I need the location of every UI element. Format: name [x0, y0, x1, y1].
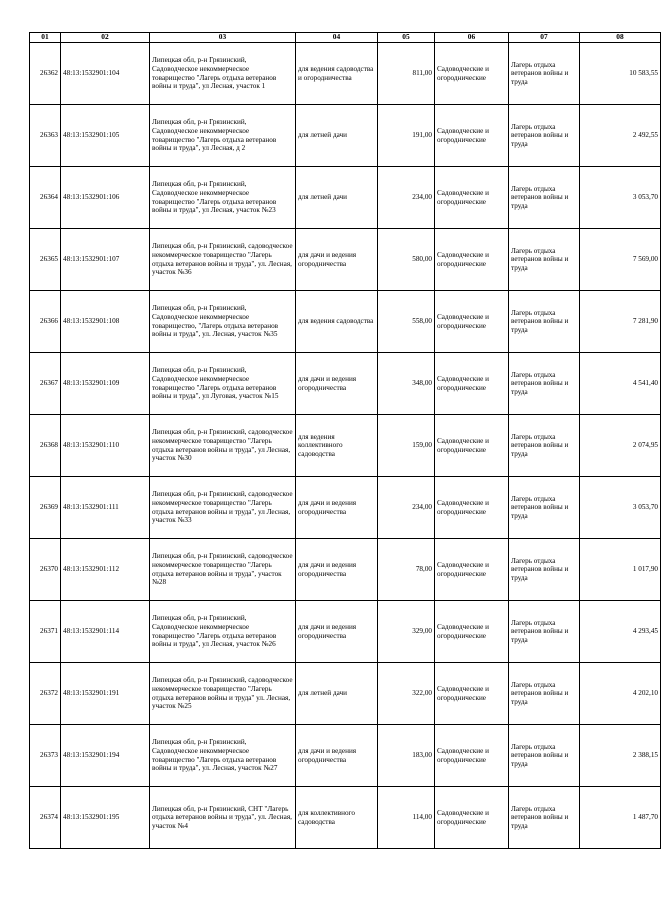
cell-land-category: Садоводческие и огороднические [435, 229, 509, 291]
table-row [30, 353, 661, 415]
cell-value: 10 583,55 [580, 43, 661, 105]
cell-area: 329,00 [378, 601, 435, 663]
table-row [30, 415, 661, 477]
cell-area: 348,00 [378, 353, 435, 415]
cell-record-number: 26374 [30, 787, 61, 849]
cell-record-number: 26371 [30, 601, 61, 663]
address-text: Липецкая обл, р-н Грязинский, СНТ "Лагерь отдыха ветеранов войны и труда", ул. Лесная, участок №4 [152, 804, 292, 830]
column-header-08: 08 [580, 33, 661, 43]
table-row [30, 43, 661, 105]
cell-address [150, 229, 296, 291]
address-text: Липецкая обл, р-н Грязинский, садоводческое некоммерческое товарищество "Лагерь отдыха ветеранов войны и труда", участок №28 [152, 552, 293, 587]
cell-value: 3 053,70 [580, 477, 661, 539]
cell-permitted-use: для ведения коллективного садоводства [296, 415, 378, 477]
cell-record-number: 26362 [30, 43, 61, 105]
cell-address [150, 353, 296, 415]
table-row [30, 725, 661, 787]
cell-area: 183,00 [378, 725, 435, 787]
cell-land-category: Садоводческие и огороднические [435, 43, 509, 105]
cell-cadastral-number: 48:13:1532901:191 [61, 663, 150, 725]
address-text: Липецкая обл, р-н Грязинский, садоводческое некоммерческое товарищество "Лагерь отдыха ветеранов войны и труда", ул. Лесная, участок №36 [152, 242, 293, 277]
cell-land-category: Садоводческие и огороднические [435, 601, 509, 663]
cell-address [150, 415, 296, 477]
cell-value: 4 202,10 [580, 663, 661, 725]
cell-record-number: 26367 [30, 353, 61, 415]
cell-area: 78,00 [378, 539, 435, 601]
address-text: Липецкая обл, р-н Грязинский, садоводческое некоммерческое товарищество "Лагерь отдыха ветеранов войны и труда", ул Лесная, участок №30 [152, 428, 293, 463]
cell-record-number: 26364 [30, 167, 61, 229]
cell-address [150, 167, 296, 229]
cell-value: 2 074,95 [580, 415, 661, 477]
cell-area: 322,00 [378, 663, 435, 725]
cell-cadastral-number: 48:13:1532901:112 [61, 539, 150, 601]
address-text: Липецкая обл, р-н Грязинский, Садоводческое некоммерческое товарищество "Лагерь отдыха ветеранов войны и труда", ул Лесная, участок №23 [152, 180, 277, 215]
cell-area: 191,00 [378, 105, 435, 167]
cell-address [150, 663, 296, 725]
cell-land-category: Садоводческие и огороднические [435, 167, 509, 229]
cell-permitted-use: для летней дачи [296, 663, 378, 725]
cell-address [150, 477, 296, 539]
cell-record-number: 26370 [30, 539, 61, 601]
cell-address [150, 601, 296, 663]
table-row [30, 291, 661, 353]
address-text: Липецкая обл, р-н Грязинский, Садоводческое некоммерческое товарищество, "Лагерь отдыха ветеранов войны и труда", ул. Лесная, участок №35 [152, 304, 279, 339]
cell-land-category: Садоводческие и огороднические [435, 663, 509, 725]
cell-land-category: Садоводческие и огороднические [435, 415, 509, 477]
cell-record-number: 26372 [30, 663, 61, 725]
cell-organization: Лагерь отдыха ветеранов войны и труда [509, 167, 580, 229]
address-text: Липецкая обл, р-н Грязинский, Садоводческое некоммерческое товарищество "Лагерь отдыха ветеранов войны и труда", ул Лесная, д 2 [152, 118, 277, 153]
cell-land-category: Садоводческие и огороднические [435, 105, 509, 167]
cell-cadastral-number: 48:13:1532901:111 [61, 477, 150, 539]
table-row [30, 663, 661, 725]
cell-organization: Лагерь отдыха ветеранов войны и труда [509, 663, 580, 725]
cell-organization: Лагерь отдыха ветеранов войны и труда [509, 353, 580, 415]
cell-cadastral-number: 48:13:1532901:194 [61, 725, 150, 787]
address-text: Липецкая обл, р-н Грязинский, Садоводческое некоммерческое товарищество "Лагерь отдыха ветеранов войны и труда", ул Луговая, участок №15 [152, 366, 279, 401]
cell-organization: Лагерь отдыха ветеранов войны и труда [509, 477, 580, 539]
cell-value: 3 053,70 [580, 167, 661, 229]
address-text: Липецкая обл, р-н Грязинский, садоводческое некоммерческое товарищество "Лагерь отдыха ветеранов войны и труда" ул. Лесная, участок №25 [152, 676, 293, 711]
cell-area: 811,00 [378, 43, 435, 105]
cell-cadastral-number: 48:13:1532901:195 [61, 787, 150, 849]
cell-value: 7 281,90 [580, 291, 661, 353]
cell-organization: Лагерь отдыха ветеранов войны и труда [509, 43, 580, 105]
cell-land-category: Садоводческие и огороднические [435, 477, 509, 539]
cell-land-category: Садоводческие и огороднические [435, 539, 509, 601]
cell-area: 234,00 [378, 477, 435, 539]
cell-organization: Лагерь отдыха ветеранов войны и труда [509, 539, 580, 601]
table-body [30, 43, 661, 849]
cell-cadastral-number: 48:13:1532901:110 [61, 415, 150, 477]
cell-address [150, 539, 296, 601]
cell-permitted-use: для коллективного садоводства [296, 787, 378, 849]
cell-record-number: 26363 [30, 105, 61, 167]
cell-value: 1 017,90 [580, 539, 661, 601]
document-page [29, 32, 658, 849]
column-header-03: 03 [150, 33, 296, 43]
cell-organization: Лагерь отдыха ветеранов войны и труда [509, 229, 580, 291]
cell-land-category: Садоводческие и огороднические [435, 353, 509, 415]
cell-record-number: 26365 [30, 229, 61, 291]
address-text: Липецкая обл, р-н Грязинский, садоводческое некоммерческое товарищество "Лагерь отдыха ветеранов войны и труда", ул Лесная, участок №33 [152, 490, 293, 525]
cell-organization: Лагерь отдыха ветеранов войны и труда [509, 725, 580, 787]
cell-value: 4 293,45 [580, 601, 661, 663]
cell-permitted-use: для дачи и ведения огородничества [296, 229, 378, 291]
cell-organization: Лагерь отдыха ветеранов войны и труда [509, 601, 580, 663]
column-header-02: 02 [61, 33, 150, 43]
cell-permitted-use: для дачи и ведения огородничества [296, 601, 378, 663]
table-row [30, 539, 661, 601]
cell-land-category: Садоводческие и огороднические [435, 787, 509, 849]
cell-permitted-use: для ведения садоводства [296, 291, 378, 353]
cell-record-number: 26368 [30, 415, 61, 477]
cell-record-number: 26366 [30, 291, 61, 353]
cell-record-number: 26369 [30, 477, 61, 539]
cell-area: 558,00 [378, 291, 435, 353]
cell-organization: Лагерь отдыха ветеранов войны и труда [509, 291, 580, 353]
cell-land-category: Садоводческие и огороднические [435, 291, 509, 353]
cell-cadastral-number: 48:13:1532901:114 [61, 601, 150, 663]
cell-cadastral-number: 48:13:1532901:105 [61, 105, 150, 167]
cell-cadastral-number: 48:13:1532901:104 [61, 43, 150, 105]
cell-address [150, 43, 296, 105]
cell-record-number: 26373 [30, 725, 61, 787]
cell-value: 1 487,70 [580, 787, 661, 849]
address-text: Липецкая обл, р-н Грязинский, Садоводческое некоммерческое товарищество "Лагерь отдыха ветеранов войны и труда", ул. Лесная, участок №27 [152, 738, 278, 773]
cell-cadastral-number: 48:13:1532901:106 [61, 167, 150, 229]
cell-value: 2 492,55 [580, 105, 661, 167]
table-row [30, 477, 661, 539]
cell-organization: Лагерь отдыха ветеранов войны и труда [509, 415, 580, 477]
cell-permitted-use: для дачи и ведения огородничества [296, 539, 378, 601]
cell-address [150, 105, 296, 167]
cell-permitted-use: для дачи и ведения огородничества [296, 353, 378, 415]
cell-permitted-use: для летней дачи [296, 167, 378, 229]
cell-permitted-use: для ведения садоводства и огородничества [296, 43, 378, 105]
table-row [30, 601, 661, 663]
cell-area: 580,00 [378, 229, 435, 291]
table-row [30, 105, 661, 167]
cell-organization: Лагерь отдыха ветеранов войны и труда [509, 105, 580, 167]
column-header-07: 07 [509, 33, 580, 43]
address-text: Липецкая обл, р-н Грязинский, Садоводческое некоммерческое товарищество "Лагерь отдыха ветеранов войны и труда", ул Лесная, участок №26 [152, 614, 277, 649]
address-text: Липецкая обл, р-н Грязинский, Садоводческое некоммерческое товарищество "Лагерь отдыха ветеранов войны и труда", ул Лесная, участок 1 [152, 56, 277, 91]
cell-permitted-use: для дачи и ведения огородничества [296, 477, 378, 539]
column-header-05: 05 [378, 33, 435, 43]
land-plots-table [29, 32, 661, 849]
table-row [30, 787, 661, 849]
cell-value: 4 541,40 [580, 353, 661, 415]
cell-address [150, 725, 296, 787]
cell-address [150, 787, 296, 849]
cell-land-category: Садоводческие и огороднические [435, 725, 509, 787]
cell-value: 2 388,15 [580, 725, 661, 787]
column-header-06: 06 [435, 33, 509, 43]
cell-value: 7 569,00 [580, 229, 661, 291]
cell-permitted-use: для летней дачи [296, 105, 378, 167]
column-header-04: 04 [296, 33, 378, 43]
cell-area: 114,00 [378, 787, 435, 849]
cell-area: 234,00 [378, 167, 435, 229]
cell-address [150, 291, 296, 353]
cell-cadastral-number: 48:13:1532901:107 [61, 229, 150, 291]
cell-cadastral-number: 48:13:1532901:108 [61, 291, 150, 353]
column-header-01: 01 [30, 33, 61, 43]
table-header-row [30, 33, 661, 43]
cell-area: 159,00 [378, 415, 435, 477]
cell-cadastral-number: 48:13:1532901:109 [61, 353, 150, 415]
cell-organization: Лагерь отдыха ветеранов войны и труда [509, 787, 580, 849]
cell-permitted-use: для дачи и ведения огородничества [296, 725, 378, 787]
table-row [30, 167, 661, 229]
table-row [30, 229, 661, 291]
